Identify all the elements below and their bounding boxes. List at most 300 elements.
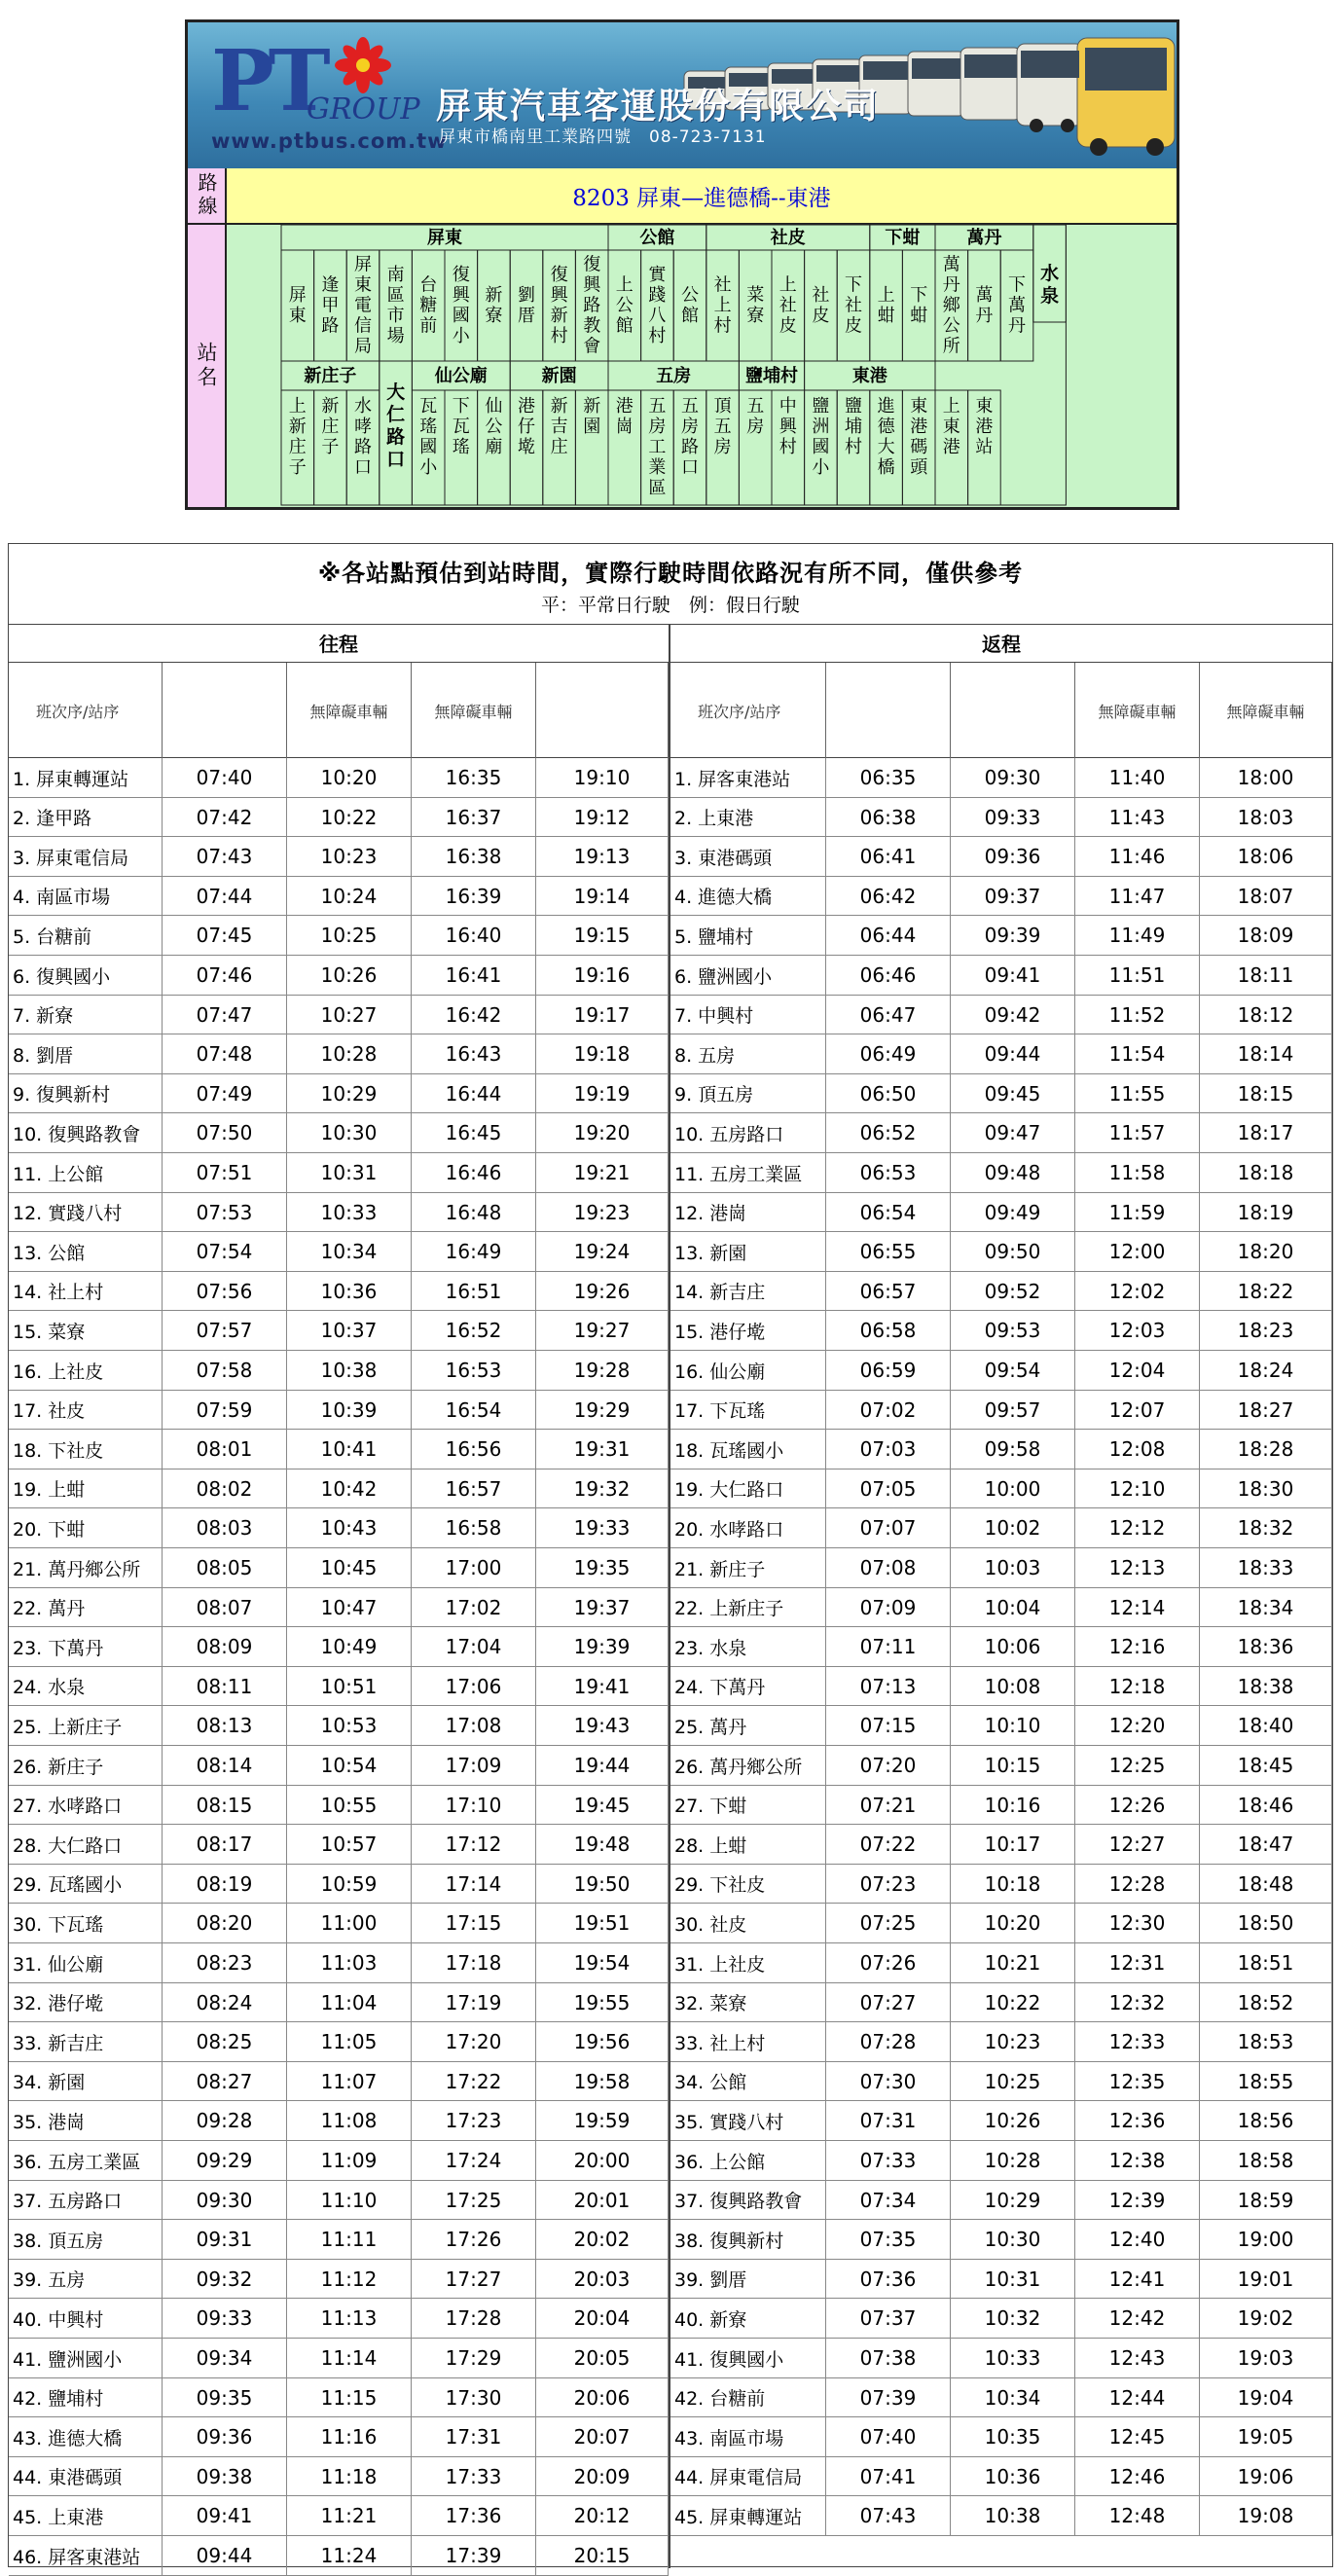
stop-name: 35. 港崗 (9, 2101, 163, 2140)
departure-time: 12:43 (1075, 2339, 1200, 2377)
route-name: 8203 屏東—進德橋--東港 (227, 168, 1177, 223)
departure-time: 12:10 (1075, 1469, 1200, 1508)
departure-time: 17:22 (412, 2062, 536, 2101)
departure-time: 10:36 (951, 2457, 1075, 2496)
departure-time: 18:50 (1200, 1904, 1332, 1942)
station-stop: 逢甲路 (321, 274, 340, 337)
departure-time: 18:48 (1200, 1865, 1332, 1904)
table-row (670, 1351, 1332, 1391)
station-map (188, 225, 1177, 507)
departure-time: 17:09 (412, 1746, 536, 1785)
stop-name: 34. 公館 (670, 2062, 826, 2101)
stop-name: 36. 五房工業區 (9, 2141, 163, 2180)
departure-time: 07:15 (826, 1706, 951, 1745)
station-stop: 港崗 (615, 396, 634, 437)
departure-time: 10:57 (287, 1825, 412, 1864)
departure-time: 20:02 (536, 2220, 669, 2259)
stop-name: 7. 新寮 (9, 996, 163, 1034)
departure-time: 07:42 (163, 798, 287, 837)
departure-time: 09:44 (951, 1034, 1075, 1073)
station-stop: 東港站 (975, 396, 994, 457)
departure-time: 07:33 (826, 2141, 951, 2180)
departure-time: 19:13 (536, 837, 669, 876)
stop-name: 30. 下瓦瑤 (9, 1904, 163, 1942)
table-row (9, 877, 669, 917)
departure-time: 19:37 (536, 1588, 669, 1627)
station-stop: 上公館 (615, 274, 634, 337)
departure-time: 19:33 (536, 1508, 669, 1547)
departure-time: 12:16 (1075, 1627, 1200, 1666)
stop-name: 21. 新庄子 (670, 1548, 826, 1587)
departure-time: 10:26 (287, 956, 412, 995)
departure-time: 19:02 (1200, 2299, 1332, 2338)
departure-time: 17:33 (412, 2457, 536, 2496)
table-row (9, 2062, 669, 2102)
table-row (9, 2101, 669, 2141)
departure-time: 12:42 (1075, 2299, 1200, 2338)
stop-name: 43. 進德大橋 (9, 2417, 163, 2456)
departure-time: 06:57 (826, 1272, 951, 1311)
table-row (670, 2141, 1332, 2181)
station-stop: 上蚶 (877, 285, 895, 326)
company-name: 屏東汽車客運股份有限公司 (436, 87, 881, 127)
stop-name: 10. 復興路教會 (9, 1113, 163, 1152)
table-row (9, 2022, 669, 2062)
departure-time: 18:45 (1200, 1746, 1332, 1785)
departure-time: 16:49 (412, 1232, 536, 1271)
stop-name: 33. 社上村 (670, 2022, 826, 2061)
departure-time: 09:52 (951, 1272, 1075, 1311)
departure-time: 18:09 (1200, 916, 1332, 955)
stop-name: 3. 東港碼頭 (670, 837, 826, 876)
table-row (670, 2260, 1332, 2300)
departure-time: 16:37 (412, 798, 536, 837)
departure-time: 08:19 (163, 1865, 287, 1904)
departure-time: 20:12 (536, 2496, 669, 2535)
table-row (9, 1430, 669, 1469)
stop-name: 37. 復興路教會 (670, 2181, 826, 2220)
departure-time: 07:23 (826, 1865, 951, 1904)
table-row (9, 1825, 669, 1865)
table-row (670, 1311, 1332, 1351)
table-row (9, 1351, 669, 1391)
station-stop: 仙公廟 (485, 396, 503, 457)
departure-time: 09:41 (951, 956, 1075, 995)
departure-time: 12:46 (1075, 2457, 1200, 2496)
table-row (670, 1034, 1332, 1074)
departure-time: 19:28 (536, 1351, 669, 1390)
table-row (9, 1667, 669, 1707)
departure-time: 20:15 (536, 2536, 669, 2575)
departure-time: 18:51 (1200, 1943, 1332, 1982)
departure-time: 07:50 (163, 1113, 287, 1152)
departure-time: 07:49 (163, 1074, 287, 1113)
departure-time: 18:30 (1200, 1469, 1332, 1508)
table-row (9, 2220, 669, 2260)
departure-time: 07:34 (826, 2181, 951, 2220)
table-row (9, 956, 669, 996)
departure-time: 10:28 (287, 1034, 412, 1073)
departure-time: 11:55 (1075, 1074, 1200, 1113)
departure-time: 12:25 (1075, 1746, 1200, 1785)
departure-time: 17:12 (412, 1825, 536, 1864)
table-row (670, 1943, 1332, 1983)
departure-time: 12:27 (1075, 1825, 1200, 1864)
departure-time: 08:07 (163, 1588, 287, 1627)
departure-time: 18:20 (1200, 1232, 1332, 1271)
departure-time: 07:37 (826, 2299, 951, 2338)
stop-name: 32. 港仔墘 (9, 1983, 163, 2022)
departure-time: 10:20 (287, 758, 412, 797)
departure-time: 10:02 (951, 1508, 1075, 1547)
stop-name: 38. 復興新村 (670, 2220, 826, 2259)
departure-time: 10:24 (287, 877, 412, 916)
table-row (670, 1825, 1332, 1865)
departure-time: 10:28 (951, 2141, 1075, 2180)
station-stop: 菜寮 (746, 285, 765, 326)
departure-time: 18:12 (1200, 996, 1332, 1034)
departure-time: 09:47 (951, 1113, 1075, 1152)
station-stop: 五房路口 (681, 396, 699, 478)
column-header: 無障礙車輛 (412, 663, 536, 758)
stop-name: 26. 新庄子 (9, 1746, 163, 1785)
departure-time: 11:14 (287, 2339, 412, 2377)
departure-time: 12:39 (1075, 2181, 1200, 2220)
stop-name: 1. 屏東轉運站 (9, 758, 163, 797)
stop-name: 29. 下社皮 (670, 1865, 826, 1904)
timetable (8, 543, 1333, 2567)
departure-time: 08:09 (163, 1627, 287, 1666)
departure-time: 09:30 (163, 2181, 287, 2220)
departure-time: 06:38 (826, 798, 951, 837)
table-row (9, 2339, 669, 2378)
departure-time: 19:18 (536, 1034, 669, 1073)
departure-time: 17:08 (412, 1706, 536, 1745)
departure-time: 06:55 (826, 1232, 951, 1271)
departure-time: 10:49 (287, 1627, 412, 1666)
departure-time: 12:38 (1075, 2141, 1200, 2180)
departure-time: 08:25 (163, 2022, 287, 2061)
departure-time: 12:44 (1075, 2378, 1200, 2417)
departure-time: 19:26 (536, 1272, 669, 1311)
stop-name: 12. 實踐八村 (9, 1193, 163, 1232)
table-row (670, 1588, 1332, 1628)
vertical-label: 站名 (195, 342, 218, 390)
station-stop: 下社皮 (845, 274, 862, 337)
departure-time: 11:21 (287, 2496, 412, 2535)
stop-name: 2. 逢甲路 (9, 798, 163, 837)
departure-time: 19:29 (536, 1391, 669, 1430)
station-group-name: 公館 (639, 228, 675, 248)
departure-time: 17:39 (412, 2536, 536, 2575)
station-stop: 瓦瑤國小 (419, 396, 438, 478)
departure-time: 19:59 (536, 2101, 669, 2140)
departure-time: 18:23 (1200, 1311, 1332, 1350)
outbound-column-headers (9, 663, 669, 758)
departure-time: 19:06 (1200, 2457, 1332, 2496)
table-row (9, 2496, 669, 2536)
stop-name: 24. 水泉 (9, 1667, 163, 1706)
station-stop: 萬丹鄉公所 (942, 254, 960, 357)
station-stop: 鹽埔村 (845, 396, 862, 457)
departure-time: 10:00 (951, 1469, 1075, 1508)
table-row (9, 1706, 669, 1746)
departure-time: 11:16 (287, 2417, 412, 2456)
stop-name: 24. 下萬丹 (670, 1667, 826, 1706)
departure-time: 12:18 (1075, 1667, 1200, 1706)
departure-time: 09:57 (951, 1391, 1075, 1430)
table-row (9, 1153, 669, 1193)
stop-name: 6. 復興國小 (9, 956, 163, 995)
timetable-notice (9, 544, 1332, 625)
departure-time: 16:51 (412, 1272, 536, 1311)
departure-time: 07:21 (826, 1786, 951, 1825)
departure-time: 07:46 (163, 956, 287, 995)
departure-time: 12:35 (1075, 2062, 1200, 2101)
station-stop: 五房 (746, 396, 765, 437)
departure-time: 10:27 (287, 996, 412, 1034)
stop-name: 8. 五房 (670, 1034, 826, 1073)
stop-name: 17. 社皮 (9, 1391, 163, 1430)
departure-time: 12:00 (1075, 1232, 1200, 1271)
departure-time: 07:53 (163, 1193, 287, 1232)
departure-time: 09:37 (951, 877, 1075, 916)
departure-time: 10:38 (951, 2496, 1075, 2535)
departure-time: 10:20 (951, 1904, 1075, 1942)
stop-name: 4. 南區市場 (9, 877, 163, 916)
departure-time: 16:42 (412, 996, 536, 1034)
departure-time: 09:32 (163, 2260, 287, 2299)
departure-time: 06:44 (826, 916, 951, 955)
departure-time: 06:53 (826, 1153, 951, 1192)
departure-time: 07:08 (826, 1548, 951, 1587)
departure-time: 10:17 (951, 1825, 1075, 1864)
departure-time: 06:47 (826, 996, 951, 1034)
departure-time: 10:15 (951, 1746, 1075, 1785)
stop-name: 12. 港崗 (670, 1193, 826, 1232)
company-address: 屏東市橋南里工業路四號 08-723-7131 (439, 127, 767, 147)
departure-time: 09:36 (163, 2417, 287, 2456)
departure-time: 16:56 (412, 1430, 536, 1469)
departure-time: 11:07 (287, 2062, 412, 2101)
departure-time: 12:40 (1075, 2220, 1200, 2259)
departure-time: 17:04 (412, 1627, 536, 1666)
table-row (9, 1508, 669, 1548)
stop-name: 26. 萬丹鄉公所 (670, 1746, 826, 1785)
departure-time: 17:14 (412, 1865, 536, 1904)
table-row (9, 1865, 669, 1905)
departure-time: 12:33 (1075, 2022, 1200, 2061)
departure-time: 20:01 (536, 2181, 669, 2220)
stop-name: 13. 新園 (670, 1232, 826, 1271)
departure-time: 19:27 (536, 1311, 669, 1350)
departure-time: 20:07 (536, 2417, 669, 2456)
departure-time: 09:33 (163, 2299, 287, 2338)
station-stop: 五房工業區 (648, 396, 667, 498)
departure-time: 07:56 (163, 1272, 287, 1311)
station-stop: 進德大橋 (877, 396, 895, 478)
departure-time: 10:55 (287, 1786, 412, 1825)
column-header (951, 663, 1075, 758)
table-row (9, 2378, 669, 2418)
column-header (826, 663, 951, 758)
departure-time: 12:45 (1075, 2417, 1200, 2456)
stop-name: 31. 上社皮 (670, 1943, 826, 1982)
departure-time: 19:56 (536, 2022, 669, 2061)
departure-time: 10:04 (951, 1588, 1075, 1627)
departure-time: 17:00 (412, 1548, 536, 1587)
departure-time: 11:09 (287, 2141, 412, 2180)
departure-time: 19:17 (536, 996, 669, 1034)
departure-time: 17:24 (412, 2141, 536, 2180)
station-stop: 社上村 (713, 274, 732, 337)
legend-text: 平：平常日行駛 例：假日行駛 (540, 595, 800, 616)
stop-name: 20. 下蚶 (9, 1508, 163, 1547)
station-grid (227, 225, 1177, 507)
departure-time: 11:54 (1075, 1034, 1200, 1073)
departure-time: 19:12 (536, 798, 669, 837)
route-label (188, 168, 227, 223)
table-row (670, 1786, 1332, 1826)
departure-time: 10:29 (951, 2181, 1075, 2220)
stop-name: 23. 下萬丹 (9, 1627, 163, 1666)
departure-time: 06:41 (826, 837, 951, 876)
stop-name: 43. 南區市場 (670, 2417, 826, 2456)
departure-time: 10:31 (951, 2260, 1075, 2299)
table-row (9, 2141, 669, 2181)
stop-name: 29. 瓦瑤國小 (9, 1865, 163, 1904)
departure-time: 18:22 (1200, 1272, 1332, 1311)
stop-name: 19. 大仁路口 (670, 1469, 826, 1508)
stop-name: 13. 公館 (9, 1232, 163, 1271)
station-stop: 水哮路口 (354, 396, 372, 478)
departure-time: 06:46 (826, 956, 951, 995)
table-row (670, 1706, 1332, 1746)
station-stop: 復興國小 (452, 265, 470, 346)
stop-name: 30. 社皮 (670, 1904, 826, 1942)
station-stop: 下萬丹 (1008, 274, 1026, 337)
departure-time: 18:56 (1200, 2101, 1332, 2140)
departure-time: 10:22 (951, 1983, 1075, 2022)
departure-time: 10:21 (951, 1943, 1075, 1982)
station-group-name: 下蚶 (885, 228, 921, 248)
route-header (185, 19, 1179, 510)
table-row (670, 2457, 1332, 2497)
departure-time: 16:38 (412, 837, 536, 876)
table-row (9, 837, 669, 877)
table-row (9, 1113, 669, 1153)
station-label (188, 225, 227, 507)
departure-time: 11:47 (1075, 877, 1200, 916)
departure-time: 10:59 (287, 1865, 412, 1904)
station-group-name: 五房 (656, 366, 692, 386)
departure-time: 07:09 (826, 1588, 951, 1627)
table-row (670, 1113, 1332, 1153)
departure-time: 08:15 (163, 1786, 287, 1825)
departure-time: 07:47 (163, 996, 287, 1034)
departure-time: 19:58 (536, 2062, 669, 2101)
departure-time: 10:23 (287, 837, 412, 876)
station-group-name: 仙公廟 (434, 366, 488, 386)
table-row (670, 2101, 1332, 2141)
departure-time: 18:07 (1200, 877, 1332, 916)
table-row (9, 2536, 669, 2576)
station-stop: 大仁路口 (386, 381, 406, 470)
departure-time: 09:53 (951, 1311, 1075, 1350)
table-row (670, 996, 1332, 1035)
departure-time: 08:01 (163, 1430, 287, 1469)
table-row (9, 1786, 669, 1826)
table-row (670, 2299, 1332, 2339)
table-row (670, 1232, 1332, 1272)
station-stop: 東港碼頭 (910, 396, 928, 478)
departure-time: 12:08 (1075, 1430, 1200, 1469)
departure-time: 07:31 (826, 2101, 951, 2140)
departure-time: 07:43 (826, 2496, 951, 2535)
departure-time: 11:03 (287, 1943, 412, 1982)
table-row (670, 2062, 1332, 2102)
departure-time: 10:30 (951, 2220, 1075, 2259)
departure-time: 18:34 (1200, 1588, 1332, 1627)
table-row (670, 2378, 1332, 2418)
departure-time: 07:51 (163, 1153, 287, 1192)
departure-time: 18:47 (1200, 1825, 1332, 1864)
return-title: 返程 (670, 624, 1332, 663)
flower-logo-icon (334, 36, 392, 94)
stop-name: 15. 港仔墘 (670, 1311, 826, 1350)
table-row (9, 2417, 669, 2457)
station-stop: 復興新村 (550, 265, 568, 346)
departure-time: 10:03 (951, 1548, 1075, 1587)
stop-name: 25. 上新庄子 (9, 1706, 163, 1745)
stop-name: 8. 劉厝 (9, 1034, 163, 1073)
table-row (9, 2181, 669, 2221)
station-stop: 頂五房 (713, 396, 732, 457)
departure-time: 12:04 (1075, 1351, 1200, 1390)
departure-time: 18:15 (1200, 1074, 1332, 1113)
departure-time: 10:53 (287, 1706, 412, 1745)
departure-time: 12:12 (1075, 1508, 1200, 1547)
departure-time: 08:05 (163, 1548, 287, 1587)
table-row (9, 2260, 669, 2300)
departure-time: 12:02 (1075, 1272, 1200, 1311)
stop-name: 40. 新寮 (670, 2299, 826, 2338)
departure-time: 07:03 (826, 1430, 951, 1469)
station-group-name: 鹽埔村 (745, 366, 798, 386)
departure-time: 18:28 (1200, 1430, 1332, 1469)
departure-time: 10:38 (287, 1351, 412, 1390)
departure-time: 10:51 (287, 1667, 412, 1706)
stop-name: 16. 上社皮 (9, 1351, 163, 1390)
departure-time: 18:33 (1200, 1548, 1332, 1587)
departure-time: 16:41 (412, 956, 536, 995)
departure-time: 20:06 (536, 2378, 669, 2417)
stop-name: 3. 屏東電信局 (9, 837, 163, 876)
departure-time: 07:48 (163, 1034, 287, 1073)
station-group-name: 萬丹 (966, 228, 1002, 248)
departure-time: 17:29 (412, 2339, 536, 2377)
stop-name: 17. 下瓦瑤 (670, 1391, 826, 1430)
departure-time: 07:54 (163, 1232, 287, 1271)
company-banner (188, 22, 1177, 170)
table-row (670, 1153, 1332, 1193)
departure-time: 16:58 (412, 1508, 536, 1547)
departure-time: 10:54 (287, 1746, 412, 1785)
departure-time: 18:00 (1200, 758, 1332, 797)
departure-time: 06:49 (826, 1034, 951, 1073)
departure-time: 08:20 (163, 1904, 287, 1942)
departure-time: 07:30 (826, 2062, 951, 2101)
